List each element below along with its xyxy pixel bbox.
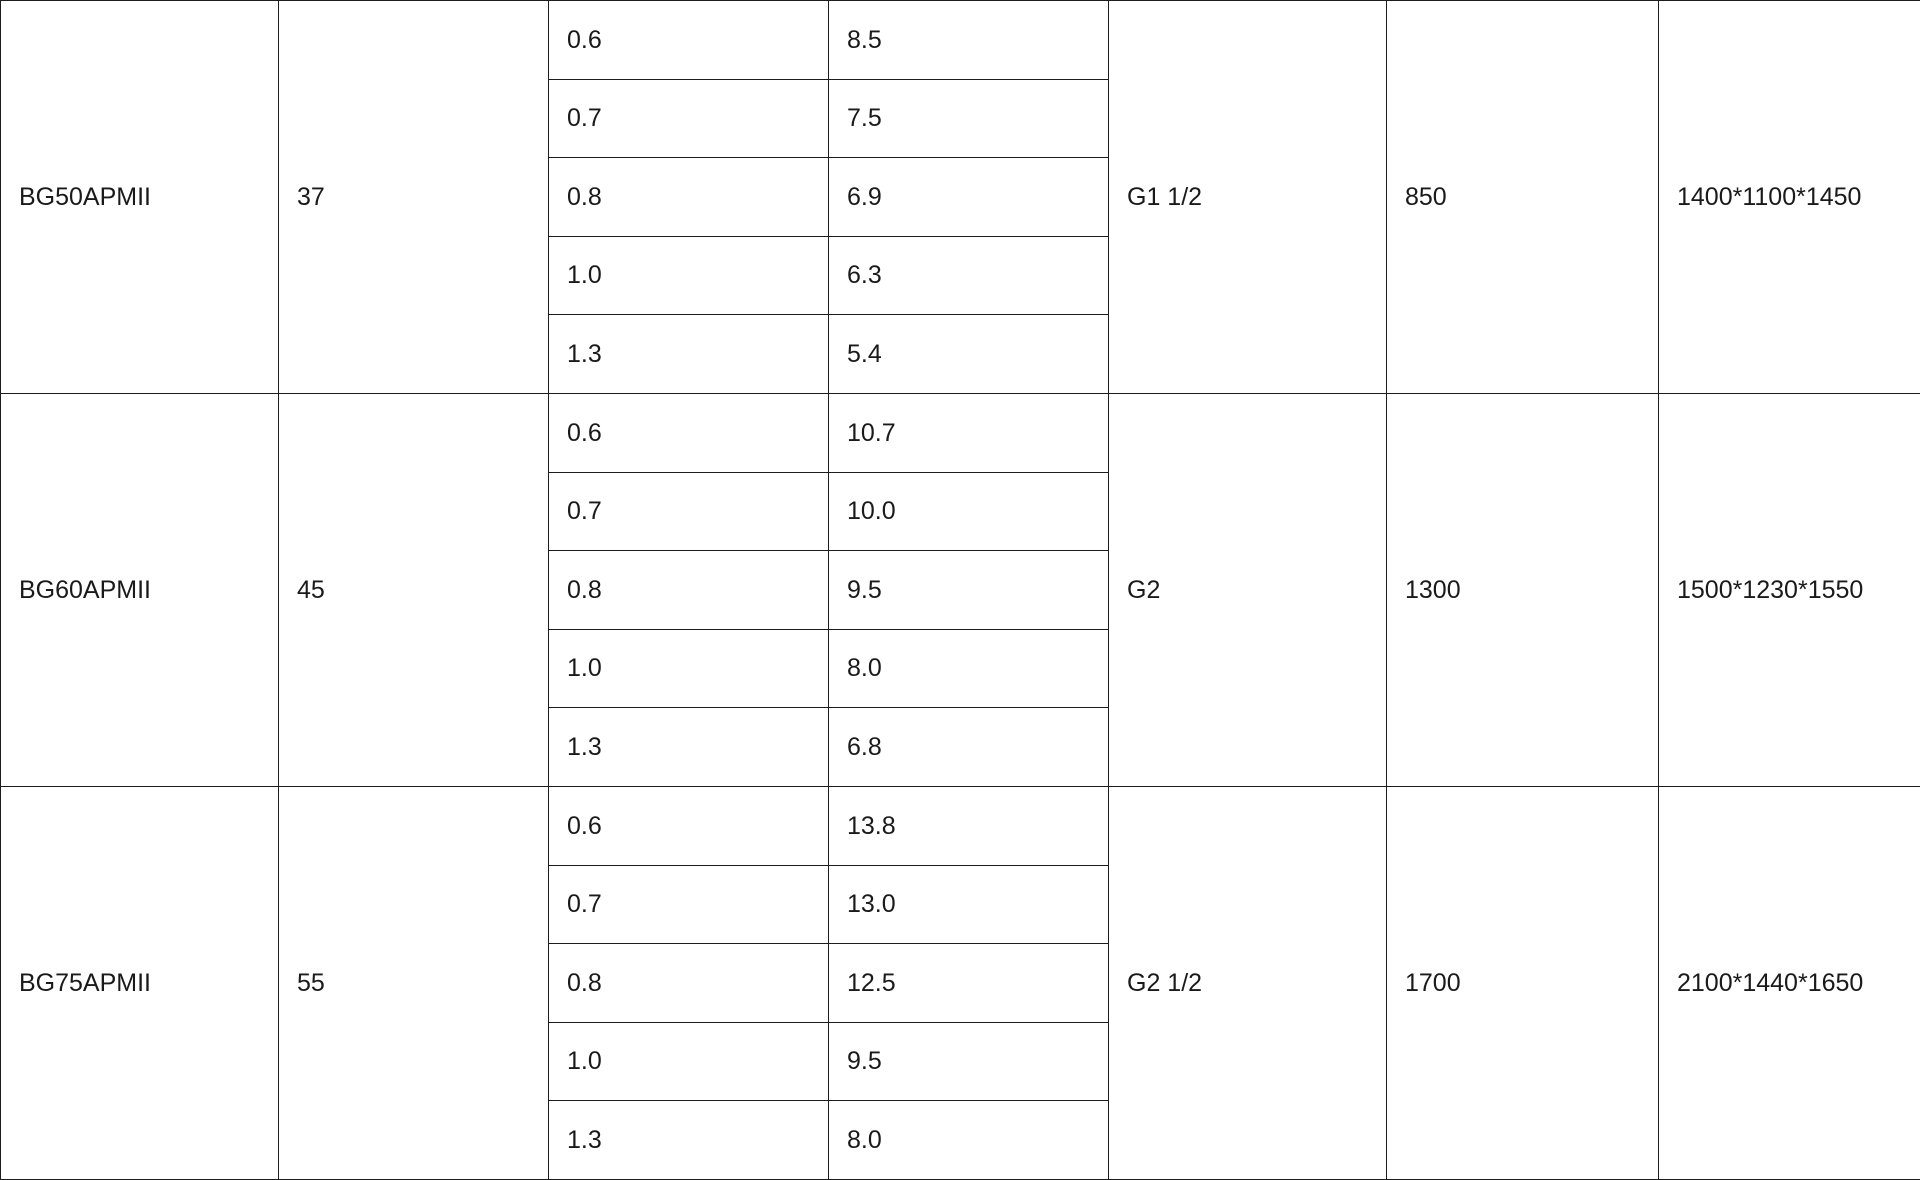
cell-pressure: 0.8 [549, 551, 829, 630]
cell-flow: 6.3 [829, 236, 1109, 315]
cell-flow: 13.8 [829, 786, 1109, 865]
cell-weight: 850 [1387, 1, 1659, 394]
cell-pressure: 0.8 [549, 944, 829, 1023]
table-row [1, 1, 1920, 80]
cell-pressure: 1.3 [549, 1101, 829, 1180]
cell-outlet: G1 1/2 [1109, 1, 1387, 394]
cell-pressure: 0.7 [549, 79, 829, 158]
table-row [1, 393, 1920, 472]
cell-power: 37 [279, 1, 549, 394]
cell-pressure: 1.3 [549, 708, 829, 787]
cell-weight: 1700 [1387, 786, 1659, 1179]
cell-flow: 12.5 [829, 944, 1109, 1023]
cell-pressure: 0.6 [549, 1, 829, 80]
cell-dimensions: 1400*1100*1450 [1659, 1, 1920, 394]
cell-flow: 7.5 [829, 79, 1109, 158]
cell-flow: 13.0 [829, 865, 1109, 944]
cell-pressure: 1.0 [549, 236, 829, 315]
cell-flow: 6.9 [829, 158, 1109, 237]
cell-pressure: 0.6 [549, 393, 829, 472]
cell-flow: 5.4 [829, 315, 1109, 394]
cell-flow: 10.7 [829, 393, 1109, 472]
cell-flow: 8.0 [829, 629, 1109, 708]
cell-model: BG60APMII [1, 393, 279, 786]
cell-pressure: 1.0 [549, 1022, 829, 1101]
cell-pressure: 0.8 [549, 158, 829, 237]
cell-flow: 9.5 [829, 551, 1109, 630]
cell-flow: 10.0 [829, 472, 1109, 551]
cell-power: 55 [279, 786, 549, 1179]
cell-outlet: G2 1/2 [1109, 786, 1387, 1179]
cell-outlet: G2 [1109, 393, 1387, 786]
cell-pressure: 0.6 [549, 786, 829, 865]
cell-dimensions: 2100*1440*1650 [1659, 786, 1920, 1179]
cell-pressure: 1.3 [549, 315, 829, 394]
cell-flow: 9.5 [829, 1022, 1109, 1101]
cell-model: BG75APMII [1, 786, 279, 1179]
cell-model: BG50APMII [1, 1, 279, 394]
cell-flow: 6.8 [829, 708, 1109, 787]
cell-dimensions: 1500*1230*1550 [1659, 393, 1920, 786]
cell-pressure: 1.0 [549, 629, 829, 708]
cell-weight: 1300 [1387, 393, 1659, 786]
table-row [1, 786, 1920, 865]
cell-power: 45 [279, 393, 549, 786]
cell-flow: 8.5 [829, 1, 1109, 80]
cell-pressure: 0.7 [549, 865, 829, 944]
cell-flow: 8.0 [829, 1101, 1109, 1180]
cell-pressure: 0.7 [549, 472, 829, 551]
